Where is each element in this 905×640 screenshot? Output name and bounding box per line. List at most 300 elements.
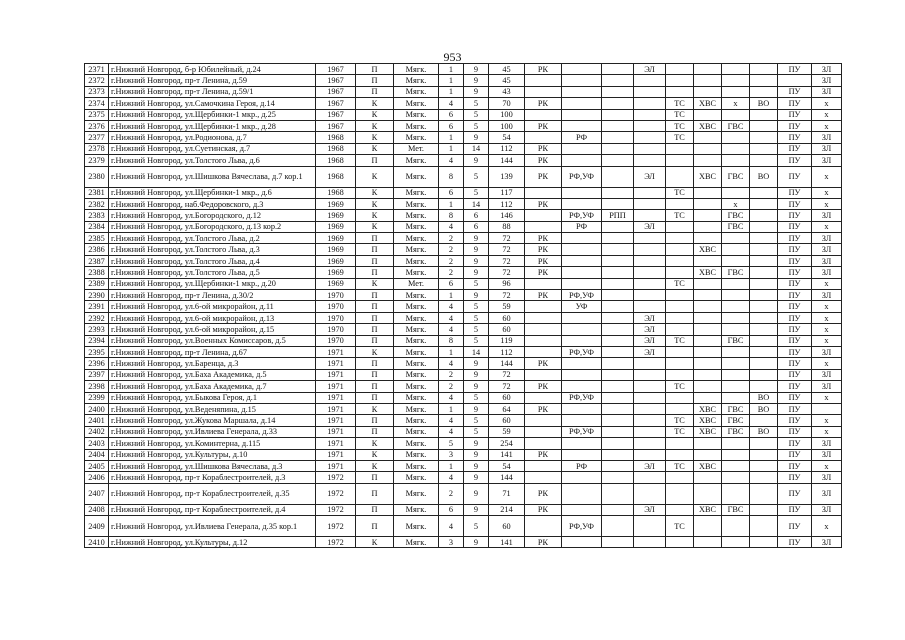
cell-col-el <box>634 369 666 380</box>
cell-col-pu: ПУ <box>778 392 812 403</box>
cell-wall-type: П <box>356 369 394 380</box>
cell-floors: 9 <box>464 132 489 143</box>
cell-col-hvs: ХВС <box>694 460 722 471</box>
cell-col-ts <box>666 312 694 323</box>
cell-col-gvs <box>722 255 750 266</box>
cell-col-ts <box>666 504 694 515</box>
cell-year: 1967 <box>316 109 356 120</box>
cell-floors: 6 <box>464 221 489 232</box>
cell-col-rf <box>562 187 602 198</box>
cell-col-zl: х <box>812 109 842 120</box>
cell-col-gvs: ГВС <box>722 120 750 131</box>
cell-address: г.Нижний Новгород, ул.6-ой микрорайон, д.13 <box>109 312 316 323</box>
cell-col-vo: ВО <box>750 426 778 437</box>
cell-col-vo <box>750 504 778 515</box>
cell-col-hvs <box>694 346 722 357</box>
cell-col-pu: ПУ <box>778 255 812 266</box>
table-row <box>85 255 842 266</box>
cell-col-rk: РК <box>525 244 562 255</box>
cell-col-rk <box>525 426 562 437</box>
cell-col-ts: ТС <box>666 132 694 143</box>
cell-col-vo <box>750 358 778 369</box>
cell-col-el <box>634 120 666 131</box>
cell-apartments: 54 <box>489 460 525 471</box>
cell-year: 1971 <box>316 426 356 437</box>
cell-col-gvs <box>722 369 750 380</box>
cell-floors: 9 <box>464 381 489 392</box>
table-row <box>85 392 842 403</box>
cell-col-zl: ЗЛ <box>812 537 842 548</box>
cell-col-rf <box>562 324 602 335</box>
cell-col-vo <box>750 415 778 426</box>
cell-col-hvs <box>694 86 722 97</box>
cell-address: г.Нижний Новгород, б-р Юбилейный, д.24 <box>109 64 316 75</box>
cell-col-hvs <box>694 312 722 323</box>
cell-col-rpp <box>602 381 634 392</box>
cell-col-rpp <box>602 120 634 131</box>
table-row <box>85 64 842 75</box>
cell-col-rf <box>562 358 602 369</box>
cell-col-hvs: ХВС <box>694 415 722 426</box>
cell-floors: 9 <box>464 403 489 414</box>
cell-floors: 5 <box>464 335 489 346</box>
cell-col-zl: ЗЛ <box>812 244 842 255</box>
table-row <box>85 233 842 244</box>
cell-year: 1967 <box>316 120 356 131</box>
cell-row-number: 2379 <box>85 155 109 166</box>
cell-apartments: 100 <box>489 109 525 120</box>
cell-col-rf <box>562 537 602 548</box>
cell-entrances: 8 <box>439 166 464 187</box>
table-row <box>85 335 842 346</box>
cell-col-hvs <box>694 143 722 154</box>
cell-entrances: 2 <box>439 267 464 278</box>
cell-year: 1970 <box>316 312 356 323</box>
cell-row-number: 2377 <box>85 132 109 143</box>
cell-col-rk: РК <box>525 64 562 75</box>
cell-roof-type: Мягк. <box>394 537 439 548</box>
cell-col-rpp <box>602 221 634 232</box>
cell-col-el <box>634 143 666 154</box>
cell-apartments: 72 <box>489 244 525 255</box>
cell-col-rf <box>562 267 602 278</box>
cell-col-rk: РК <box>525 233 562 244</box>
cell-col-gvs: ГВС <box>722 166 750 187</box>
cell-col-rf: РФ <box>562 460 602 471</box>
cell-col-gvs <box>722 64 750 75</box>
cell-year: 1971 <box>316 392 356 403</box>
cell-col-rf: РФ,УФ <box>562 392 602 403</box>
cell-col-zl: х <box>812 221 842 232</box>
cell-col-vo <box>750 255 778 266</box>
cell-col-rk <box>525 324 562 335</box>
cell-col-rk <box>525 109 562 120</box>
cell-col-rk: РК <box>525 537 562 548</box>
cell-col-rpp <box>602 187 634 198</box>
cell-entrances: 1 <box>439 143 464 154</box>
cell-col-zl: ЗЛ <box>812 504 842 515</box>
cell-col-ts <box>666 438 694 449</box>
cell-col-el <box>634 109 666 120</box>
cell-entrances: 4 <box>439 415 464 426</box>
cell-col-ts: ТС <box>666 460 694 471</box>
cell-wall-type: П <box>356 312 394 323</box>
cell-col-gvs: ГВС <box>722 426 750 437</box>
cell-address: г.Нижний Новгород, ул.Коминтерна, д.115 <box>109 438 316 449</box>
cell-col-gvs <box>722 537 750 548</box>
cell-apartments: 141 <box>489 449 525 460</box>
cell-col-rk: РК <box>525 290 562 301</box>
cell-col-zl: х <box>812 324 842 335</box>
cell-col-pu <box>778 75 812 86</box>
cell-wall-type: К <box>356 166 394 187</box>
cell-col-vo <box>750 120 778 131</box>
cell-col-el <box>634 278 666 289</box>
cell-col-gvs <box>722 392 750 403</box>
cell-col-pu: ПУ <box>778 166 812 187</box>
cell-col-el <box>634 426 666 437</box>
cell-floors: 9 <box>464 244 489 255</box>
table-row <box>85 143 842 154</box>
cell-apartments: 43 <box>489 86 525 97</box>
cell-col-rf: РФ,УФ <box>562 426 602 437</box>
cell-address: г.Нижний Новгород, ул.Баха Академика, д.7 <box>109 381 316 392</box>
cell-entrances: 3 <box>439 537 464 548</box>
cell-entrances: 4 <box>439 98 464 109</box>
cell-row-number: 2383 <box>85 210 109 221</box>
cell-address: г.Нижний Новгород, пр-т Кораблестроителей, д.3 <box>109 472 316 483</box>
cell-col-pu: ПУ <box>778 438 812 449</box>
cell-col-el: ЭЛ <box>634 504 666 515</box>
cell-col-vo <box>750 244 778 255</box>
cell-address: г.Нижний Новгород, ул.Щербинки-1 мкр., д.25 <box>109 109 316 120</box>
cell-row-number: 2401 <box>85 415 109 426</box>
cell-roof-type: Мягк. <box>394 132 439 143</box>
cell-year: 1967 <box>316 86 356 97</box>
cell-year: 1968 <box>316 143 356 154</box>
cell-col-zl: ЗЛ <box>812 155 842 166</box>
cell-col-ts: ТС <box>666 98 694 109</box>
table-row <box>85 75 842 86</box>
cell-row-number: 2395 <box>85 346 109 357</box>
cell-row-number: 2378 <box>85 143 109 154</box>
cell-col-pu: ПУ <box>778 64 812 75</box>
cell-row-number: 2398 <box>85 381 109 392</box>
cell-col-zl: ЗЛ <box>812 132 842 143</box>
cell-entrances: 4 <box>439 312 464 323</box>
cell-col-zl <box>812 403 842 414</box>
cell-col-el <box>634 301 666 312</box>
cell-address: г.Нижний Новгород, пр-т Ленина, д.30/2 <box>109 290 316 301</box>
cell-col-rpp <box>602 449 634 460</box>
cell-col-hvs <box>694 155 722 166</box>
cell-year: 1969 <box>316 278 356 289</box>
housing-table <box>84 63 842 548</box>
cell-entrances: 1 <box>439 290 464 301</box>
cell-col-ts <box>666 290 694 301</box>
cell-col-hvs <box>694 358 722 369</box>
cell-col-rf: РФ <box>562 221 602 232</box>
cell-address: г.Нижний Новгород, ул.Родионова, д.7 <box>109 132 316 143</box>
cell-col-rf <box>562 381 602 392</box>
cell-wall-type: П <box>356 290 394 301</box>
cell-col-vo <box>750 221 778 232</box>
table-row <box>85 472 842 483</box>
cell-year: 1972 <box>316 516 356 537</box>
cell-address: г.Нижний Новгород, ул.Жукова Маршала, д.14 <box>109 415 316 426</box>
cell-roof-type: Мягк. <box>394 244 439 255</box>
cell-apartments: 60 <box>489 392 525 403</box>
cell-col-rf: РФ,УФ <box>562 516 602 537</box>
cell-address: г.Нижний Новгород, ул.Культуры, д.10 <box>109 449 316 460</box>
cell-col-vo <box>750 187 778 198</box>
cell-col-el <box>634 187 666 198</box>
cell-year: 1971 <box>316 369 356 380</box>
cell-address: г.Нижний Новгород, ул.Суетинская, д.7 <box>109 143 316 154</box>
cell-floors: 5 <box>464 301 489 312</box>
table-row <box>85 290 842 301</box>
cell-col-rf <box>562 64 602 75</box>
cell-entrances: 6 <box>439 120 464 131</box>
cell-col-zl: ЗЛ <box>812 64 842 75</box>
cell-floors: 5 <box>464 324 489 335</box>
cell-col-el <box>634 132 666 143</box>
cell-col-rpp <box>602 198 634 209</box>
cell-col-ts <box>666 166 694 187</box>
table-row <box>85 537 842 548</box>
cell-col-gvs: ГВС <box>722 221 750 232</box>
cell-col-pu: ПУ <box>778 290 812 301</box>
cell-col-hvs <box>694 187 722 198</box>
cell-col-ts: ТС <box>666 426 694 437</box>
cell-col-zl: х <box>812 358 842 369</box>
cell-col-el <box>634 392 666 403</box>
cell-wall-type: К <box>356 438 394 449</box>
table-row <box>85 155 842 166</box>
cell-col-rk: РК <box>525 166 562 187</box>
cell-year: 1972 <box>316 504 356 515</box>
cell-col-rf: РФ,УФ <box>562 290 602 301</box>
table-row <box>85 120 842 131</box>
cell-roof-type: Мягк. <box>394 438 439 449</box>
cell-col-zl: х <box>812 120 842 131</box>
cell-row-number: 2372 <box>85 75 109 86</box>
cell-col-hvs: ХВС <box>694 120 722 131</box>
cell-roof-type: Мягк. <box>394 335 439 346</box>
cell-col-ts <box>666 143 694 154</box>
cell-col-vo <box>750 369 778 380</box>
cell-col-ts: ТС <box>666 187 694 198</box>
cell-col-ts: ТС <box>666 210 694 221</box>
cell-roof-type: Мягк. <box>394 86 439 97</box>
cell-col-vo <box>750 335 778 346</box>
cell-col-rk: РК <box>525 155 562 166</box>
cell-col-rf: РФ,УФ <box>562 346 602 357</box>
cell-col-pu: ПУ <box>778 346 812 357</box>
cell-col-vo <box>750 109 778 120</box>
cell-col-zl: ЗЛ <box>812 290 842 301</box>
cell-col-pu: ПУ <box>778 301 812 312</box>
table-row <box>85 415 842 426</box>
cell-col-rf <box>562 143 602 154</box>
cell-entrances: 4 <box>439 324 464 335</box>
cell-col-el: ЭЛ <box>634 335 666 346</box>
cell-apartments: 45 <box>489 75 525 86</box>
cell-col-el <box>634 155 666 166</box>
cell-wall-type: П <box>356 415 394 426</box>
table-row <box>85 132 842 143</box>
cell-col-ts <box>666 233 694 244</box>
cell-col-vo <box>750 472 778 483</box>
cell-apartments: 88 <box>489 221 525 232</box>
cell-row-number: 2407 <box>85 483 109 504</box>
cell-col-ts <box>666 369 694 380</box>
cell-col-zl: х <box>812 98 842 109</box>
cell-roof-type: Мягк. <box>394 221 439 232</box>
cell-address: г.Нижний Новгород, пр-т Кораблестроителей, д.4 <box>109 504 316 515</box>
table-row <box>85 187 842 198</box>
cell-col-rpp <box>602 358 634 369</box>
cell-roof-type: Мягк. <box>394 358 439 369</box>
cell-floors: 5 <box>464 312 489 323</box>
cell-col-el <box>634 516 666 537</box>
cell-col-ts <box>666 64 694 75</box>
cell-address: г.Нижний Новгород, ул.Баренца, д.3 <box>109 358 316 369</box>
cell-col-gvs <box>722 86 750 97</box>
cell-col-hvs <box>694 472 722 483</box>
cell-wall-type: К <box>356 187 394 198</box>
cell-floors: 9 <box>464 358 489 369</box>
cell-entrances: 2 <box>439 255 464 266</box>
cell-col-rf: РФ,УФ <box>562 166 602 187</box>
cell-col-pu: ПУ <box>778 335 812 346</box>
cell-roof-type: Мет. <box>394 143 439 154</box>
cell-roof-type: Мягк. <box>394 415 439 426</box>
cell-col-ts <box>666 392 694 403</box>
cell-col-rk: РК <box>525 267 562 278</box>
cell-col-pu: ПУ <box>778 403 812 414</box>
cell-wall-type: П <box>356 472 394 483</box>
cell-col-el <box>634 255 666 266</box>
cell-col-rpp <box>602 64 634 75</box>
cell-col-rk: РК <box>525 403 562 414</box>
cell-floors: 5 <box>464 166 489 187</box>
cell-entrances: 1 <box>439 198 464 209</box>
table-row <box>85 86 842 97</box>
cell-col-el <box>634 98 666 109</box>
table-row <box>85 312 842 323</box>
cell-col-hvs: ХВС <box>694 166 722 187</box>
cell-col-rpp <box>602 143 634 154</box>
cell-col-rpp <box>602 75 634 86</box>
cell-row-number: 2410 <box>85 537 109 548</box>
cell-col-ts <box>666 255 694 266</box>
cell-year: 1969 <box>316 255 356 266</box>
cell-wall-type: П <box>356 86 394 97</box>
cell-col-rf <box>562 403 602 414</box>
cell-apartments: 72 <box>489 255 525 266</box>
cell-floors: 5 <box>464 187 489 198</box>
cell-col-rk <box>525 369 562 380</box>
cell-col-pu: ПУ <box>778 233 812 244</box>
cell-address: г.Нижний Новгород, наб.Федоровского, д.3 <box>109 198 316 209</box>
cell-col-gvs <box>722 132 750 143</box>
cell-col-rpp <box>602 98 634 109</box>
cell-entrances: 6 <box>439 504 464 515</box>
cell-row-number: 2396 <box>85 358 109 369</box>
cell-floors: 9 <box>464 472 489 483</box>
cell-col-zl: ЗЛ <box>812 143 842 154</box>
cell-col-el <box>634 483 666 504</box>
cell-col-el <box>634 415 666 426</box>
cell-col-rf <box>562 75 602 86</box>
cell-col-rk <box>525 86 562 97</box>
cell-year: 1970 <box>316 301 356 312</box>
cell-col-rk <box>525 132 562 143</box>
cell-roof-type: Мягк. <box>394 301 439 312</box>
cell-col-el <box>634 210 666 221</box>
cell-roof-type: Мягк. <box>394 75 439 86</box>
cell-col-el <box>634 358 666 369</box>
table-row <box>85 198 842 209</box>
cell-address: г.Нижний Новгород, ул.Толстого Льва, д.5 <box>109 267 316 278</box>
cell-col-pu: ПУ <box>778 198 812 209</box>
cell-col-rpp <box>602 109 634 120</box>
cell-col-pu: ПУ <box>778 132 812 143</box>
cell-wall-type: П <box>356 358 394 369</box>
cell-col-vo <box>750 449 778 460</box>
cell-col-rf <box>562 244 602 255</box>
cell-apartments: 71 <box>489 483 525 504</box>
cell-col-gvs <box>722 143 750 154</box>
cell-col-pu: ПУ <box>778 221 812 232</box>
cell-col-hvs <box>694 255 722 266</box>
cell-col-rk <box>525 472 562 483</box>
cell-col-vo <box>750 86 778 97</box>
cell-col-el: ЭЛ <box>634 346 666 357</box>
cell-col-rpp <box>602 132 634 143</box>
cell-col-pu: ПУ <box>778 278 812 289</box>
cell-wall-type: П <box>356 244 394 255</box>
cell-row-number: 2409 <box>85 516 109 537</box>
cell-col-rpp <box>602 403 634 414</box>
cell-apartments: 214 <box>489 504 525 515</box>
cell-col-vo: ВО <box>750 403 778 414</box>
cell-col-ts <box>666 346 694 357</box>
table-row <box>85 358 842 369</box>
cell-apartments: 64 <box>489 403 525 414</box>
cell-col-hvs <box>694 290 722 301</box>
cell-col-ts: ТС <box>666 278 694 289</box>
cell-wall-type: К <box>356 403 394 414</box>
cell-col-rk: РК <box>525 381 562 392</box>
cell-year: 1967 <box>316 64 356 75</box>
cell-col-rk <box>525 210 562 221</box>
cell-col-vo <box>750 233 778 244</box>
cell-col-rk <box>525 301 562 312</box>
cell-col-rf <box>562 109 602 120</box>
cell-col-vo <box>750 267 778 278</box>
cell-roof-type: Мягк. <box>394 346 439 357</box>
cell-col-rpp <box>602 335 634 346</box>
cell-col-zl: ЗЛ <box>812 346 842 357</box>
cell-apartments: 60 <box>489 516 525 537</box>
cell-apartments: 72 <box>489 290 525 301</box>
cell-floors: 14 <box>464 346 489 357</box>
cell-col-vo <box>750 198 778 209</box>
cell-floors: 9 <box>464 267 489 278</box>
cell-col-rpp <box>602 278 634 289</box>
